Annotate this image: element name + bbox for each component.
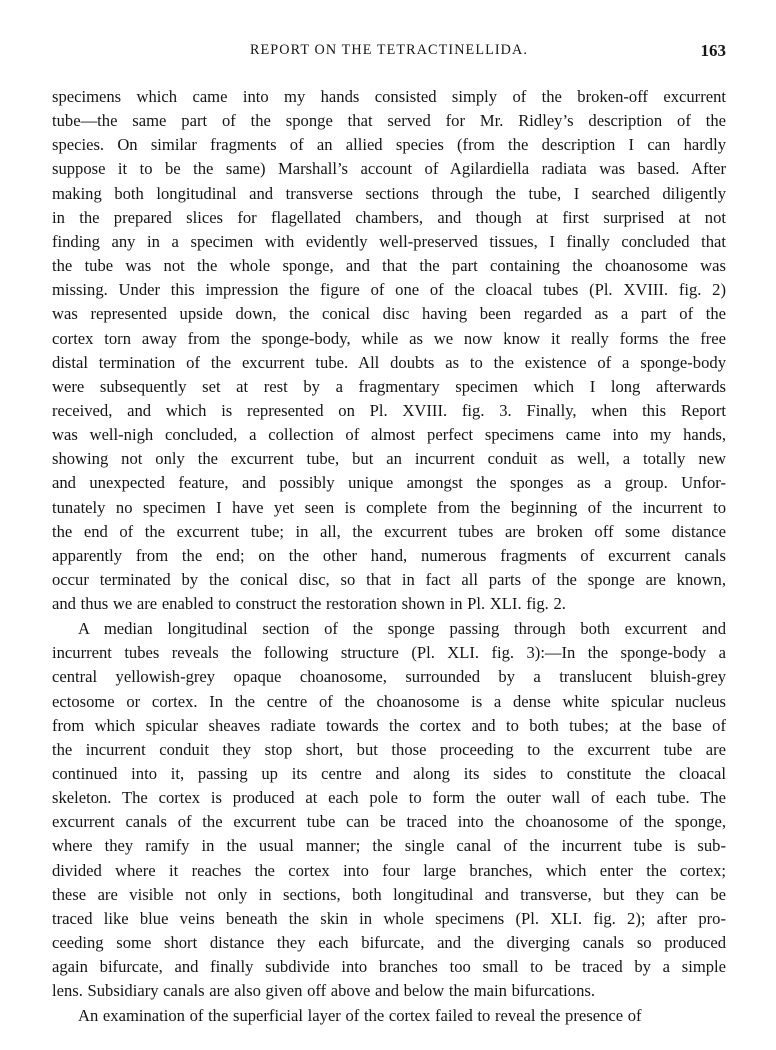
text-line: suppose it to be the same) Marshall’s account of Agilardiella radiata was based. After — [52, 159, 726, 179]
text-line: An examination of the superficial layer of the cortex failed to reveal the presence of — [78, 1006, 642, 1026]
text-line: were subsequently set at rest by a fragmentary specimen which I long afterwards — [52, 376, 726, 396]
text-line: the tube was not the whole sponge, and that the part containing the choanosome was — [52, 256, 726, 276]
text-line: lens. Subsidiary canals are also given off above and below the main bifurcations. — [52, 981, 595, 1001]
text-line: where they ramify in the usual manner; the single canal of the incurrent tube is sub- — [52, 836, 726, 856]
text-line: ectosome or cortex. In the centre of the choanosome is a dense white spicular nucleus — [52, 691, 726, 711]
running-title: REPORT ON THE TETRACTINELLIDA. — [249, 42, 529, 58]
text-line: missing. Under this impression the figure of one of the cloacal tubes (Pl. XVIII. fig. 2) — [52, 280, 726, 300]
text-line: and thus we are enabled to construct the restoration shown in Pl. XLI. fig. 2. — [52, 594, 566, 614]
text-line: incurrent tubes reveals the following structure (Pl. XLI. fig. 3):—In the sponge-body a — [52, 643, 726, 663]
text-line: traced like blue veins beneath the skin in whole specimens (Pl. XLI. fig. 2); after pro- — [52, 908, 726, 928]
text-line: A median longitudinal section of the sponge passing through both excurrent and — [78, 619, 726, 639]
text-line: again bifurcate, and finally subdivide into branches too small to be traced by a simple — [52, 957, 726, 977]
text-line: distal termination of the excurrent tube. All doubts as to the existence of a sponge-body — [52, 352, 726, 372]
text-line: the end of the excurrent tube; in all, the excurrent tubes are broken off some distance — [52, 521, 726, 541]
text-line: excurrent canals of the excurrent tube can be traced into the choanosome of the sponge, — [52, 812, 726, 832]
text-line: occur terminated by the conical disc, so that in fact all parts of the sponge are known, — [52, 570, 726, 589]
text-line: these are visible not only in sections, both longitudinal and transverse, but they can be — [52, 884, 726, 904]
text-line: making both longitudinal and transverse sections through the tube, I searched diligently — [52, 183, 726, 203]
text-line: in the prepared slices for flagellated chambers, and though at first surprised at not — [52, 207, 726, 227]
text-line: cortex torn away from the sponge-body, while as we now know it really forms the free — [52, 328, 726, 348]
text-line: and unexpected feature, and possibly unique amongst the sponges as a group. Unfor- — [52, 473, 726, 493]
text-line: central yellowish-grey opaque choanosome, surrounded by a translucent bluish-grey — [52, 667, 726, 687]
text-line: continued into it, passing up its centre and along its sides to constitute the cloacal — [52, 764, 726, 783]
text-line: divided where it reaches the cortex into four large branches, which enter the cortex; — [52, 860, 726, 880]
text-line: the incurrent conduit they stop short, but those proceeding to the excurrent tube are — [52, 739, 726, 759]
text-line: apparently from the end; on the other hand, numerous fragments of excurrent canals — [52, 545, 726, 565]
text-line: finding any in a specimen with evidently well-preserved tissues, I finally concluded that — [52, 231, 726, 251]
text-line: received, and which is represented on Pl. XVIII. fig. 3. Finally, when this Report — [52, 400, 726, 420]
text-line: showing not only the excurrent tube, but an incurrent conduit as well, a totally new — [52, 449, 726, 469]
text-line: skeleton. The cortex is produced at each pole to form the outer wall of each tube. The — [52, 788, 726, 808]
text-line: was well-nigh concluded, a collection of almost perfect specimens came into my hands, — [52, 425, 726, 445]
text-line: ceeding some short distance they each bifurcate, and the diverging canals so produced — [52, 933, 726, 952]
text-line: was represented upside down, the conical disc having been regarded as a part of the — [52, 304, 726, 324]
text-line: tube—the same part of the sponge that served for Mr. Ridley’s description of the — [52, 111, 726, 131]
page-number: 163 — [700, 41, 726, 60]
text-line: from which spicular sheaves radiate towards the cortex and to both tubes; at the base of — [52, 715, 726, 735]
text-line: specimens which came into my hands consisted simply of the broken-off excurrent — [52, 87, 726, 106]
text-line: species. On similar fragments of an allied species (from the description I can hardly — [52, 135, 726, 155]
page-header — [52, 42, 726, 66]
text-line: tunately no specimen I have yet seen is complete from the beginning of the incurrent to — [52, 497, 726, 517]
